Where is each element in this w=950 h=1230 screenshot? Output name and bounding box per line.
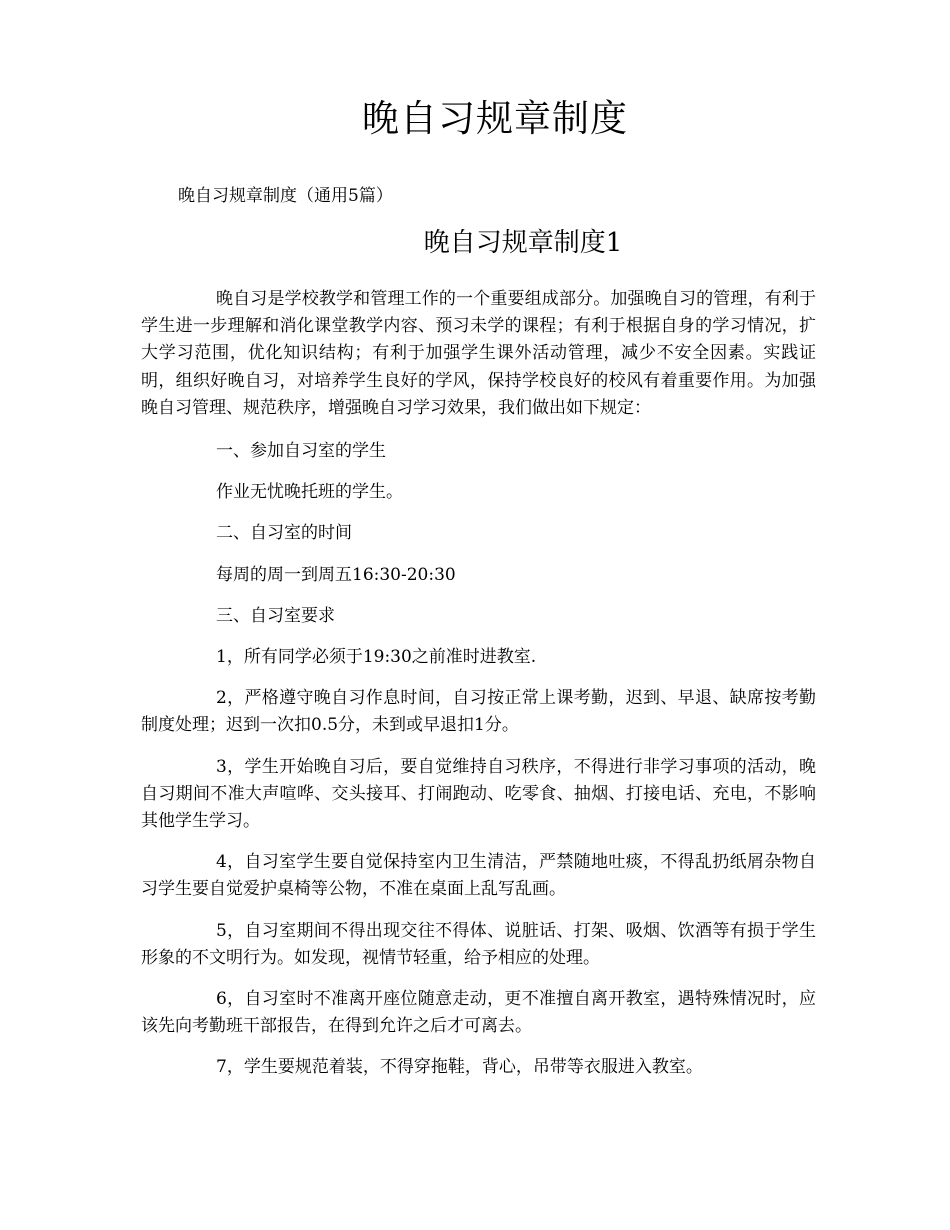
rule-item-6: 6，自习室时不准离开座位随意走动，更不准擅自离开教室，遇特殊情况时，应该先向考勤班干部报告，在得到允许之后才可离去。	[141, 989, 816, 1037]
section-two-content: 每周的周一到周五16:30-20:30	[216, 564, 456, 585]
section-heading: 晚自习规章制度1	[423, 228, 623, 258]
rule-item-7: 7，学生要规范着装，不得穿拖鞋，背心，吊带等衣服进入教室。	[216, 1057, 703, 1078]
rule-item-4: 4，自习室学生要自觉保持室内卫生清洁，严禁随地吐痰，不得乱扔纸屑杂物自习学生要自觉爱护桌椅等公物，不准在桌面上乱写乱画。	[141, 852, 816, 900]
section-two-heading: 二、自习室的时间	[216, 523, 352, 544]
rule-item-3: 3，学生开始晚自习后，要自觉维持自习秩序，不得进行非学习事项的活动，晚自习期间不准大声喧哗、交头接耳、打闹跑动、吃零食、抽烟、打接电话、充电，不影响其他学生学习。	[141, 756, 816, 832]
section-one-content: 作业无忧晚托班的学生。	[216, 482, 403, 503]
document-body	[141, 286, 816, 1096]
intro-paragraph: 晚自习是学校教学和管理工作的一个重要组成部分。加强晚自习的管理，有利于学生进一步理解和消化课堂教学内容、预习未学的课程；有利于根据自身的学习情况，扩大学习范围，优化知识结构；有利于加强学生课外活动管理，减少不安全因素。实践证明，组织好晚自习，对培养学生良好的学风，保持学校良好的校风有着重要作用。为加强晚自习管理、规范秩序，增强晚自习学习效果，我们做出如下规定：	[141, 289, 816, 418]
document-subtitle: 晚自习规章制度（通用5篇）	[178, 186, 393, 206]
section-three-heading: 三、自习室要求	[216, 605, 335, 626]
rule-item-2: 2，严格遵守晚自习作息时间，自习按正常上课考勤，迟到、早退、缺席按考勤制度处理；迟到一次扣0.5分，未到或早退扣1分。	[141, 688, 816, 736]
section-one-heading: 一、参加自习室的学生	[216, 441, 386, 462]
document-title: 晚自习规章制度	[362, 97, 628, 140]
rule-item-5: 5，自习室期间不得出现交往不得体、说脏话、打架、吸烟、饮酒等有损于学生形象的不文明行为。如发现，视情节轻重，给予相应的处理。	[141, 920, 816, 968]
rule-item-1: 1，所有同学必须于19:30之前准时进教室.	[216, 647, 537, 668]
